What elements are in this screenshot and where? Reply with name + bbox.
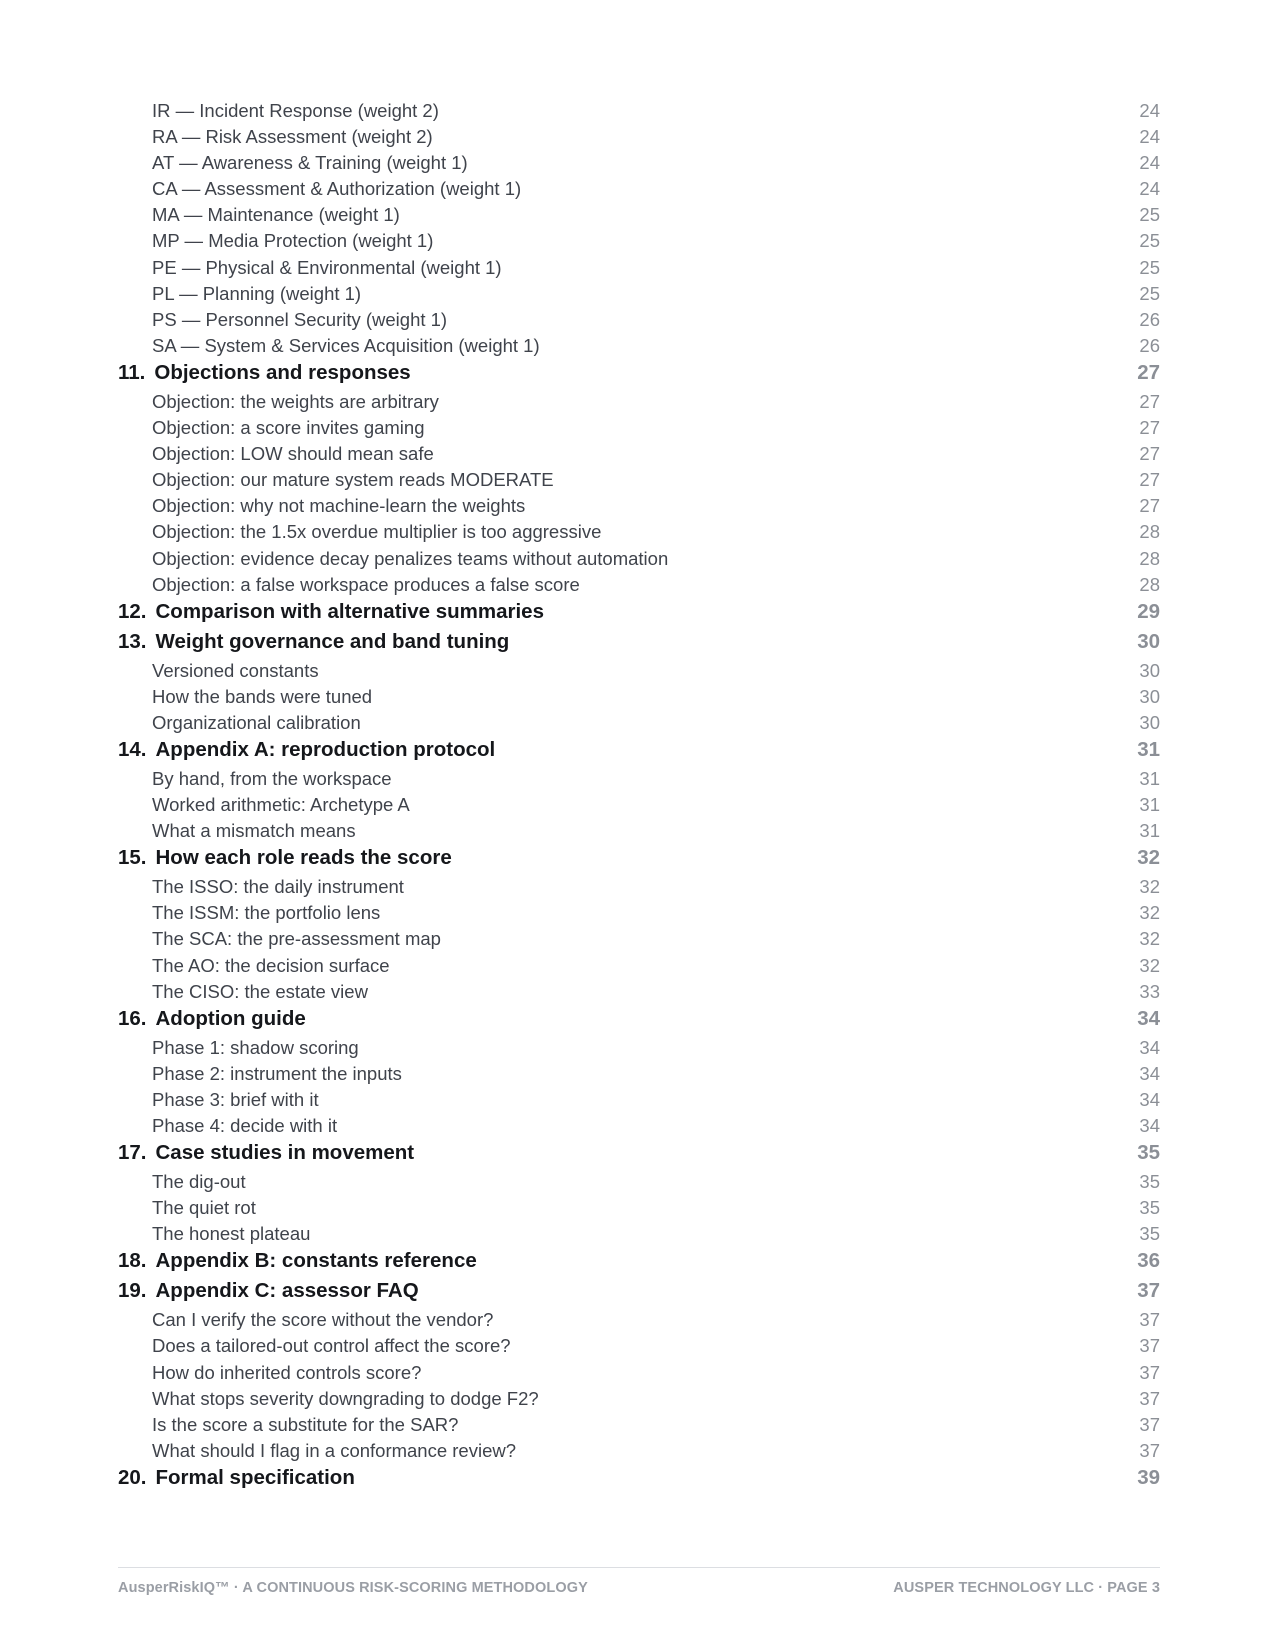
toc-entry-title (152, 177, 521, 201)
toc-title-text: Phase 4: decide with it (152, 1115, 338, 1136)
toc-page-number: 30 (1139, 685, 1160, 707)
footer-right-text: AUSPER TECHNOLOGY LLC · PAGE 3 (893, 1580, 1160, 1596)
toc-entry-title (152, 980, 368, 1004)
toc-subsection-entry[interactable] (118, 1439, 1160, 1465)
toc-subsection-entry[interactable] (118, 494, 1160, 520)
toc-title-text: Versioned constants (152, 659, 319, 681)
toc-title-text: How do inherited controls score? (152, 1361, 422, 1383)
toc-title-text: Appendix B: constants reference (155, 1249, 477, 1273)
toc-section-number: 20. (118, 1465, 147, 1489)
toc-subsection-entry[interactable] (118, 177, 1160, 203)
toc-entry-title (152, 1088, 319, 1112)
toc-subsection-entry[interactable] (118, 203, 1160, 229)
toc-subsection-entry[interactable] (118, 1222, 1160, 1248)
toc-page-number: 34 (1139, 1062, 1160, 1084)
toc-subsection-entry[interactable] (118, 416, 1160, 442)
toc-page-number: 37 (1139, 1309, 1160, 1331)
table-of-contents (118, 99, 1160, 1495)
toc-subsection-entry[interactable] (118, 256, 1160, 282)
toc-section-number: 18. (118, 1249, 147, 1273)
toc-page-number: 27 (1139, 390, 1160, 412)
toc-entry-title (152, 954, 390, 978)
toc-title-text: Organizational calibration (152, 711, 361, 733)
toc-subsection-entry[interactable] (118, 901, 1160, 927)
toc-subsection-entry[interactable] (118, 442, 1160, 468)
toc-section-number: 19. (118, 1279, 147, 1303)
toc-page-number: 37 (1137, 1279, 1160, 1303)
toc-title-text: The CISO: the estate view (152, 980, 368, 1002)
toc-section-entry[interactable] (118, 599, 1160, 629)
toc-subsection-entry[interactable] (118, 520, 1160, 546)
toc-entry-title (118, 845, 452, 871)
toc-title-text: The dig-out (152, 1171, 246, 1193)
toc-section-entry[interactable] (118, 1006, 1160, 1036)
toc-title-text: PE — Physical & Environmental (weight 1) (152, 256, 502, 278)
toc-section-entry[interactable] (118, 845, 1160, 875)
toc-subsection-entry[interactable] (118, 1114, 1160, 1140)
toc-page-number: 32 (1137, 846, 1160, 870)
toc-subsection-entry[interactable] (118, 151, 1160, 177)
toc-page-number: 31 (1139, 820, 1160, 842)
toc-subsection-entry[interactable] (118, 573, 1160, 599)
toc-title-text: By hand, from the workspace (152, 767, 392, 789)
toc-page-number: 35 (1139, 1197, 1160, 1219)
toc-title-text: Objection: a false workspace produces a false score (152, 573, 580, 595)
toc-subsection-entry[interactable] (118, 980, 1160, 1006)
toc-page-number: 24 (1139, 178, 1160, 200)
toc-page-number: 25 (1139, 256, 1160, 278)
toc-subsection-entry[interactable] (118, 1196, 1160, 1222)
toc-subsection-entry[interactable] (118, 308, 1160, 334)
toc-subsection-entry[interactable] (118, 1170, 1160, 1196)
toc-page-number: 37 (1139, 1413, 1160, 1435)
toc-title-text: The AO: the decision surface (152, 954, 390, 976)
toc-entry-title (152, 334, 540, 358)
toc-subsection-entry[interactable] (118, 875, 1160, 901)
toc-section-number: 14. (118, 737, 147, 761)
toc-entry-title (152, 1222, 310, 1246)
toc-page-number: 30 (1137, 629, 1160, 653)
toc-page-number: 27 (1139, 417, 1160, 439)
toc-title-text: Phase 2: instrument the inputs (152, 1062, 402, 1084)
toc-section-entry[interactable] (118, 1278, 1160, 1308)
toc-entry-title (118, 629, 509, 655)
toc-title-text: Is the score a substitute for the SAR? (152, 1413, 459, 1435)
toc-subsection-entry[interactable] (118, 390, 1160, 416)
toc-entry-title (152, 520, 601, 544)
toc-entry-title (152, 494, 525, 518)
toc-entry-title (152, 1114, 337, 1138)
toc-entry-title (152, 659, 319, 683)
toc-subsection-entry[interactable] (118, 819, 1160, 845)
toc-subsection-entry[interactable] (118, 927, 1160, 953)
toc-page-number: 36 (1137, 1249, 1160, 1273)
footer-left-text: AusperRiskIQ™ · A CONTINUOUS RISK-SCORING METHODOLOGY (118, 1580, 588, 1596)
toc-page-number: 37 (1139, 1335, 1160, 1357)
toc-entry-title (152, 1413, 458, 1437)
toc-title-text: RA — Risk Assessment (weight 2) (152, 126, 433, 148)
toc-subsection-entry[interactable] (118, 1036, 1160, 1062)
toc-entry-title (152, 901, 380, 925)
toc-title-text: Phase 1: shadow scoring (152, 1036, 359, 1058)
toc-title-text: Does a tailored-out control affect the score? (152, 1335, 511, 1357)
toc-page-number: 25 (1139, 204, 1160, 226)
toc-title-text: IR — Incident Response (weight 2) (152, 100, 439, 121)
toc-subsection-entry[interactable] (118, 1361, 1160, 1387)
toc-title-text: Objection: the 1.5x overdue multiplier is too aggressive (152, 521, 602, 543)
toc-entry-title (118, 1006, 306, 1032)
toc-title-text: The ISSM: the portfolio lens (152, 902, 381, 924)
toc-subsection-entry[interactable] (118, 1413, 1160, 1439)
toc-subsection-entry[interactable] (118, 954, 1160, 980)
toc-page-number: 30 (1139, 711, 1160, 733)
toc-entry-title (152, 308, 447, 332)
toc-page-number: 32 (1139, 928, 1160, 950)
toc-page-number: 27 (1139, 469, 1160, 491)
toc-title-text: PL — Planning (weight 1) (152, 282, 362, 304)
toc-title-text: MP — Media Protection (weight 1) (152, 230, 434, 252)
toc-title-text: Objection: why not machine-learn the weights (152, 495, 526, 517)
toc-page-number: 37 (1139, 1361, 1160, 1383)
toc-subsection-entry[interactable] (118, 125, 1160, 151)
toc-page-number: 27 (1137, 360, 1160, 384)
toc-title-text: Comparison with alternative summaries (155, 599, 544, 623)
toc-entry-title (152, 1334, 511, 1358)
toc-entry-title (152, 125, 433, 149)
toc-page-number: 37 (1139, 1387, 1160, 1409)
toc-title-text: How each role reads the score (155, 846, 452, 870)
toc-page-number: 26 (1139, 334, 1160, 356)
toc-title-text: Objection: LOW should mean safe (152, 443, 434, 465)
toc-entry-title (152, 685, 372, 709)
toc-entry-title (152, 442, 434, 466)
toc-section-entry[interactable] (118, 629, 1160, 659)
toc-entry-title (152, 99, 439, 123)
toc-title-text: Appendix C: assessor FAQ (155, 1279, 419, 1303)
toc-page-number: 26 (1139, 308, 1160, 330)
toc-title-text: Can I verify the score without the vendor? (152, 1309, 494, 1331)
toc-title-text: Objection: our mature system reads MODERATE (152, 469, 554, 491)
toc-page-number: 27 (1139, 443, 1160, 465)
toc-page-number: 28 (1139, 547, 1160, 569)
toc-entry-title (152, 468, 554, 492)
toc-subsection-entry[interactable] (118, 1062, 1160, 1088)
toc-entry-title (152, 390, 439, 414)
toc-section-entry[interactable] (118, 737, 1160, 767)
toc-entry-title (152, 711, 361, 735)
toc-page-number: 35 (1139, 1223, 1160, 1245)
toc-title-text: PS — Personnel Security (weight 1) (152, 308, 448, 330)
toc-section-entry[interactable] (118, 1248, 1160, 1278)
toc-subsection-entry[interactable] (118, 1387, 1160, 1413)
toc-subsection-entry[interactable] (118, 334, 1160, 360)
toc-entry-title (118, 1278, 419, 1304)
footer-divider (118, 1567, 1160, 1568)
toc-subsection-entry[interactable] (118, 468, 1160, 494)
toc-entry-title (152, 1036, 359, 1060)
toc-page-number: 31 (1139, 794, 1160, 816)
toc-entry-title (152, 229, 433, 253)
toc-subsection-entry[interactable] (118, 1308, 1160, 1334)
toc-page-number: 31 (1139, 767, 1160, 789)
toc-entry-title (118, 737, 495, 763)
toc-entry-title (152, 573, 580, 597)
page-footer (118, 1580, 1160, 1596)
toc-subsection-entry[interactable] (118, 685, 1160, 711)
toc-subsection-entry[interactable] (118, 1334, 1160, 1360)
toc-subsection-entry[interactable] (118, 1088, 1160, 1114)
toc-page-number: 30 (1139, 659, 1160, 681)
toc-page-number: 32 (1139, 954, 1160, 976)
toc-entry-title (152, 547, 668, 571)
toc-title-text: Formal specification (155, 1465, 355, 1489)
toc-title-text: The ISSO: the daily instrument (152, 876, 404, 898)
toc-subsection-entry[interactable] (118, 711, 1160, 737)
toc-title-text: What a mismatch means (152, 820, 356, 842)
toc-entry-title (152, 875, 404, 899)
toc-entry-title (118, 1140, 414, 1166)
toc-page-number: 24 (1139, 152, 1160, 174)
toc-entry-title (152, 1439, 516, 1463)
toc-page-number: 27 (1139, 495, 1160, 517)
toc-entry-title (152, 151, 468, 175)
toc-entry-title (152, 256, 502, 280)
toc-entry-title (152, 927, 441, 951)
toc-entry-title (152, 1170, 246, 1194)
toc-page-number: 34 (1137, 1006, 1160, 1030)
toc-title-text: Objections and responses (154, 360, 411, 384)
toc-page-number: 34 (1139, 1115, 1160, 1136)
toc-page-number: 34 (1139, 1036, 1160, 1058)
toc-title-text: Case studies in movement (155, 1141, 415, 1165)
toc-entry-title (152, 793, 410, 817)
toc-title-text: Objection: evidence decay penalizes teams without automation (152, 547, 669, 569)
toc-title-text: Appendix A: reproduction protocol (155, 737, 496, 761)
toc-title-text: Objection: a score invites gaming (152, 417, 425, 439)
toc-section-number: 17. (118, 1141, 147, 1165)
toc-page-number: 34 (1139, 1088, 1160, 1110)
toc-page-number: 24 (1139, 126, 1160, 148)
toc-entry-title (152, 203, 400, 227)
toc-page-number: 32 (1139, 902, 1160, 924)
toc-title-text: What should I flag in a conformance review? (152, 1439, 517, 1461)
toc-entry-title (118, 599, 544, 625)
toc-entry-title (118, 1248, 477, 1274)
toc-title-text: The SCA: the pre-assessment map (152, 928, 441, 950)
toc-entry-title (152, 1361, 421, 1385)
toc-entry-title (152, 416, 425, 440)
toc-section-number: 15. (118, 846, 147, 870)
toc-page-number: 31 (1137, 737, 1160, 761)
toc-page-number: 28 (1139, 521, 1160, 543)
toc-title-text: Worked arithmetic: Archetype A (152, 794, 410, 816)
toc-section-entry[interactable] (118, 360, 1160, 390)
toc-title-text: CA — Assessment & Authorization (weight 1) (152, 178, 522, 200)
toc-subsection-entry[interactable] (118, 793, 1160, 819)
toc-title-text: What stops severity downgrading to dodge F2? (152, 1387, 539, 1409)
toc-entry-title (152, 1062, 402, 1086)
toc-entry-title (152, 282, 361, 306)
toc-title-text: AT — Awareness & Training (weight 1) (152, 152, 468, 174)
toc-subsection-entry[interactable] (118, 229, 1160, 255)
toc-entry-title (118, 360, 411, 386)
toc-entry-title (152, 1196, 256, 1220)
toc-title-text: Adoption guide (155, 1006, 306, 1030)
toc-entry-title (152, 1308, 493, 1332)
toc-section-number: 13. (118, 629, 147, 653)
toc-page-number: 35 (1137, 1141, 1160, 1165)
toc-page-number: 37 (1139, 1439, 1160, 1461)
toc-title-text: Phase 3: brief with it (152, 1088, 319, 1110)
toc-title-text: MA — Maintenance (weight 1) (152, 204, 400, 226)
toc-subsection-entry[interactable] (118, 547, 1160, 573)
toc-page-number: 28 (1139, 573, 1160, 595)
toc-page-number: 25 (1139, 230, 1160, 252)
toc-subsection-entry[interactable] (118, 282, 1160, 308)
toc-page-number: 32 (1139, 876, 1160, 898)
toc-title-text: The quiet rot (152, 1197, 256, 1219)
toc-page-number: 24 (1139, 100, 1160, 121)
toc-section-entry[interactable] (118, 1140, 1160, 1170)
toc-page-number: 25 (1139, 282, 1160, 304)
toc-section-number: 16. (118, 1006, 147, 1030)
toc-title-text: How the bands were tuned (152, 685, 373, 707)
toc-page-number: 33 (1139, 980, 1160, 1002)
toc-title-text: SA — System & Services Acquisition (weight 1) (152, 334, 540, 356)
toc-entry-title (152, 819, 356, 843)
toc-page-number: 39 (1137, 1465, 1160, 1489)
toc-title-text: Weight governance and band tuning (155, 629, 510, 653)
toc-entry-title (152, 767, 392, 791)
toc-title-text: Objection: the weights are arbitrary (152, 390, 439, 412)
toc-page-number: 29 (1137, 599, 1160, 623)
toc-entry-title (152, 1387, 539, 1411)
toc-subsection-entry[interactable] (118, 767, 1160, 793)
toc-section-number: 11. (118, 360, 146, 384)
toc-title-text: The honest plateau (152, 1223, 311, 1245)
toc-subsection-entry[interactable] (118, 99, 1160, 125)
toc-subsection-entry[interactable] (118, 659, 1160, 685)
toc-section-entry[interactable] (118, 1465, 1160, 1495)
toc-section-number: 12. (118, 599, 147, 623)
toc-entry-title (118, 1465, 355, 1491)
toc-page-number: 35 (1139, 1171, 1160, 1193)
